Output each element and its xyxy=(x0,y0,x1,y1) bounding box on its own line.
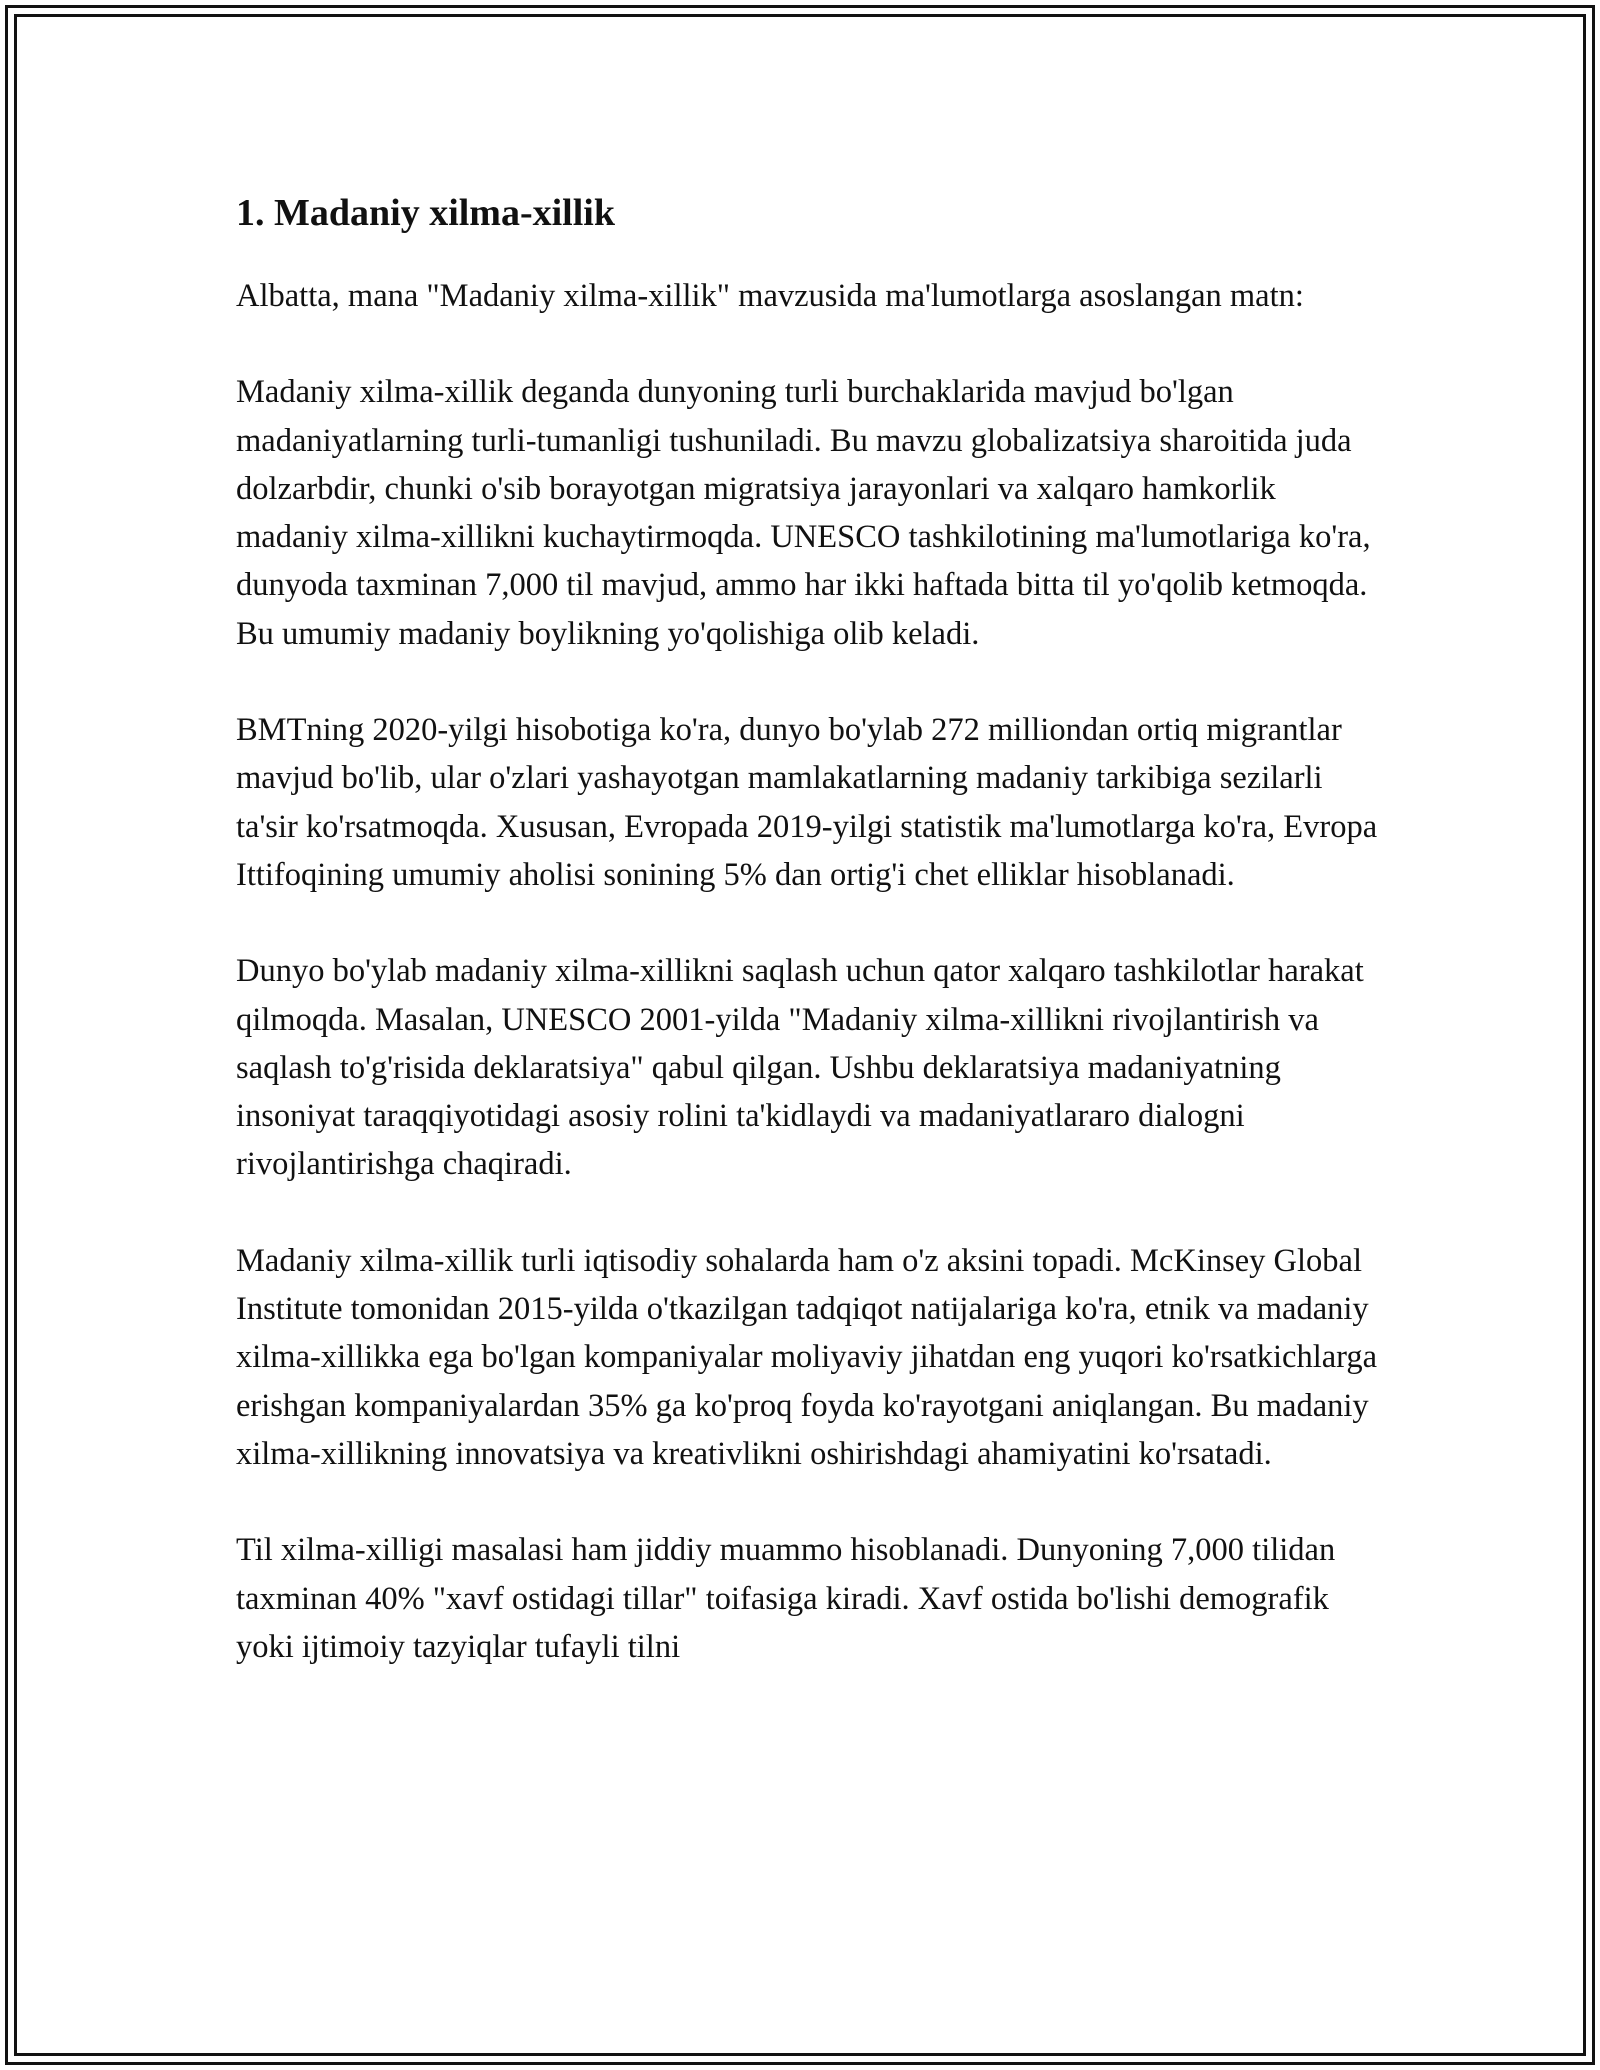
document-body xyxy=(236,186,1386,1719)
paragraph-definition: Madaniy xilma-xillik deganda dunyoning turli burchaklarida mavjud bo'lgan madaniyatlarning turli-tumanligi tushuniladi. Bu mavzu globalizatsiya sharoitida juda dolzarbdir, chunki o'sib borayotgan migratsiya jarayonlari va xalqaro hamkorlik madaniy xilma-xillikni kuchaytirmoqda. UNESCO tashkilotining ma'lumotlariga ko'ra, dunyoda taxminan 7,000 til mavjud, ammo har ikki haftada bitta til yo'qolib ketmoqda. Bu umumiy madaniy boylikning yo'qolishiga olib keladi. xyxy=(236,374,1371,652)
paragraph-migration: BMTning 2020-yilgi hisobotiga ko'ra, dunyo bo'ylab 272 milliondan ortiq migrantlar mavjud bo'lib, ular o'zlari yashayotgan mamlakatlarning madaniy tarkibiga sezilarli ta'sir ko'rsatmoqda. Xususan, Evropada 2019-yilgi statistik ma'lumotlarga ko'ra, Evropa Ittifoqining umumiy aholisi sonining 5% dan ortig'i chet elliklar hisoblanadi. xyxy=(236,712,1378,893)
paragraph-economy: Madaniy xilma-xillik turli iqtisodiy sohalarda ham o'z aksini topadi. McKinsey Global Institute tomonidan 2015-yilda o'tkazilgan tadqiqot natijalariga ko'ra, etnik va madaniy xilma-xillikka ega bo'lgan kompaniyalar moliyaviy jihatdan eng yuqori ko'rsatkichlarga erishgan kompaniyalardan 35% ga ko'proq foyda ko'rayotgani aniqlangan. Bu madaniy xilma-xillikning innovatsiya va kreativlikni oshirishdagi ahamiyatini ko'rsatadi. xyxy=(236,1242,1378,1472)
section-heading: 1. Madaniy xilma-xillik xyxy=(236,192,615,234)
paragraph-intro: Albatta, mana "Madaniy xilma-xillik" mavzusida ma'lumotlarga asoslangan matn: xyxy=(236,278,1304,314)
paragraph-organizations: Dunyo bo'ylab madaniy xilma-xillikni saqlash uchun qator xalqaro tashkilotlar harakat qilmoqda. Masalan, UNESCO 2001-yilda "Madaniy xilma-xillikni rivojlantirish va saqlash to'g'risida deklaratsiya" qabul qilgan. Ushbu deklaratsiya madaniyatning insoniyat taraqqiyotidagi asosiy rolini ta'kidlaydi va madaniyatlararo dialogni rivojlantirishga chaqiradi. xyxy=(236,953,1364,1183)
paragraph-languages: Til xilma-xilligi masalasi ham jiddiy muammo hisoblanadi. Dunyoning 7,000 tilidan taxminan 40% "xavf ostidagi tillar" toifasiga kiradi. Xavf ostida bo'lishi demografik yoki ijtimoiy tazyiqlar tufayli tilni xyxy=(236,1532,1336,1665)
